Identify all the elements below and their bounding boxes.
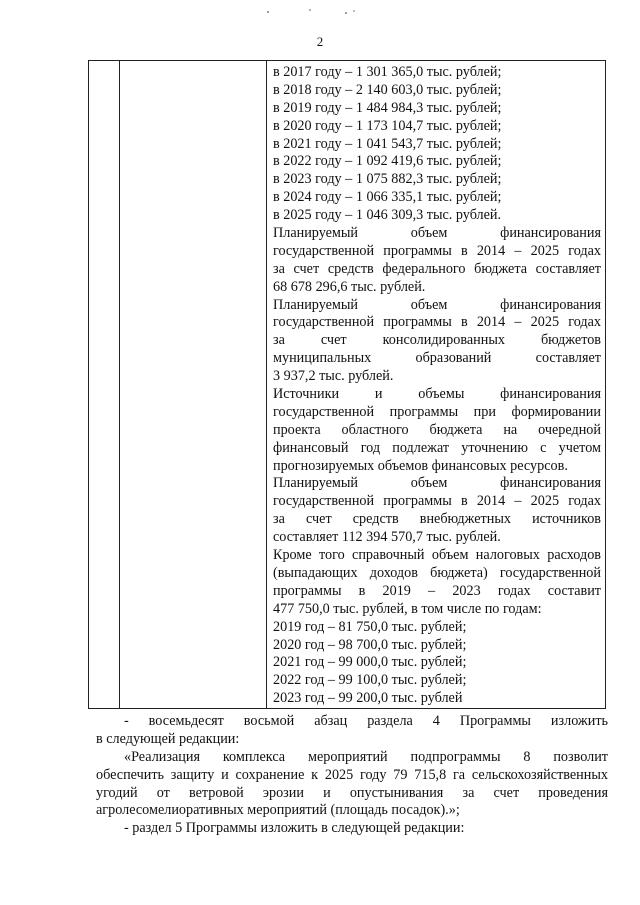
table-text-line: в 2017 году – 1 301 365,0 тыс. рублей; [273,64,502,80]
table-text-line: финансовый год подлежат уточнению с учетом [273,439,601,456]
table-text-line: (выпадающих доходов бюджета) государственной [273,564,601,581]
table-text-line: программы в 2019 – 2023 годах составит [273,582,601,599]
page-number: 2 [316,34,324,49]
body-text-line: - раздел 5 Программы изложить в следующей редакции: [124,820,465,837]
table-row [89,61,606,709]
table-text-line: за счет средств внебюджетных источников [273,511,601,528]
table-text-line: Источники и объемы финансирования [273,386,601,403]
table-text-line: 2019 год – 81 750,0 тыс. рублей; [273,618,467,635]
table-text-line: 68 678 296,6 тыс. рублей. [273,278,426,295]
table-text-line: Планируемый объем финансирования [273,296,601,313]
table-text-line: государственной программы в 2014 – 2025 годах [273,493,601,510]
table-text-line: в 2025 году – 1 046 309,3 тыс. рублей. [273,207,502,224]
table-text-line: составляет 112 394 570,7 тыс. рублей. [273,529,501,546]
table-text-line: 477 750,0 тыс. рублей, в том числе по годам: [273,600,542,617]
table-cell-content [267,61,606,709]
body-text-line: агролесомелиоративных мероприятий (площадь посадок).»; [96,802,460,819]
table-text-line: в 2024 году – 1 066 335,1 тыс. рублей; [273,189,502,206]
amendment-text [96,713,608,838]
table-text-line: Планируемый объем финансирования [273,475,601,492]
table-text-line: в 2023 году – 1 075 882,3 тыс. рублей; [273,171,502,188]
table-cell-number [89,61,120,709]
table-text-line: государственной программы в 2014 – 2025 годах [273,314,601,331]
table-text-line: государственной программы при формировании [273,403,601,420]
table-text-line: 2020 год – 98 700,0 тыс. рублей; [273,636,467,653]
financing-text [273,64,601,708]
table-text-line: 2021 год – 99 000,0 тыс. рублей; [273,654,467,671]
table-text-line: государственной программы в 2014 – 2025 годах [273,242,601,259]
table-text-line: в 2021 году – 1 041 543,7 тыс. рублей; [273,135,502,152]
body-text-line: обеспечить защиту и сохранение к 2025 году 79 715,8 га сельскохозяйственных [96,766,608,783]
table-text-line: прогнозируемых объемов финансовых ресурсов. [273,457,568,474]
table-text-line: Планируемый объем финансирования [273,225,601,242]
table-text-line: муниципальных образований составляет [273,350,601,367]
table-text-line: 3 937,2 тыс. рублей. [273,368,394,385]
table-text-line: в 2022 году – 1 092 419,6 тыс. рублей; [273,153,502,170]
table-text-line: проекта областного бюджета на очередной [273,421,601,438]
body-text-line: - восемьдесят восьмой абзац раздела 4 Программы изложить [124,713,608,729]
table-cell-name [120,61,267,709]
table-text-line: Кроме того справочный объем налоговых расходов [273,547,601,564]
body-text-line: «Реализация комплекса мероприятий подпрограммы 8 позволит [124,748,608,765]
body-text-line: угодий от ветровой эрозии и опустынивания за счет проведения [96,784,608,801]
table-text-line: за счет консолидированных бюджетов [273,332,601,349]
table-text-line: в 2019 году – 1 484 984,3 тыс. рублей; [273,99,502,116]
table-text-line: 2022 год – 99 100,0 тыс. рублей; [273,672,467,689]
table-text-line: за счет средств федерального бюджета составляет [273,260,601,277]
table-text-line: в 2020 году – 1 173 104,7 тыс. рублей; [273,117,502,134]
body-text-line: в следующей редакции: [96,730,240,747]
table-text-line: в 2018 году – 2 140 603,0 тыс. рублей; [273,81,502,98]
program-table [88,60,606,709]
scan-specks [250,6,390,18]
table-text-line: 2023 год – 99 200,0 тыс. рублей [273,690,463,707]
